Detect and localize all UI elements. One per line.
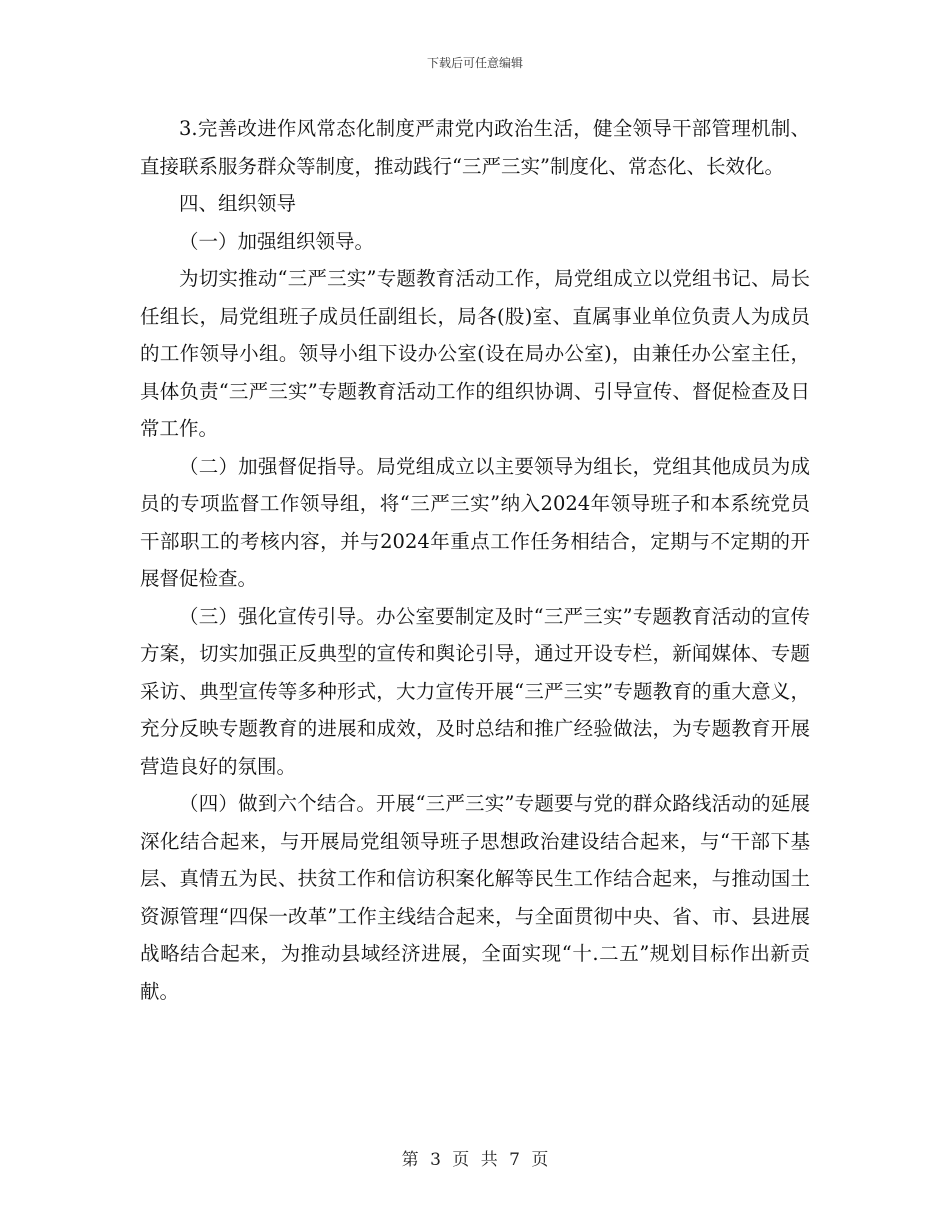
paragraph-leadership-group: 为切实推动“三严三实”专题教育活动工作，局党组成立以党组书记、局长任组长，局党组班子成员任副组长，局各(股)室、直属事业单位负责人为成员的工作领导小组。领导小组下设办公室(设在局办公室)，由兼任办公室主任，具体负责“三严三实”专题教育活动工作的组织协调、引导宣传、督促检查及日常工作。 <box>140 267 810 440</box>
paragraph-publicity-guidance: （三）强化宣传引导。办公室要制定及时“三严三实”专题教育活动的宣传方案，切实加强正反典型的宣传和舆论引导，通过开设专栏，新闻媒体、专题采访、典型宣传等多种形式，大力宣传开展“三严三实”专题教育的重大意义，充分反映专题教育的进展和成效，及时总结和推广经验做法，为专题教育开展营造良好的氛围。 <box>140 604 810 778</box>
page-number: 第 3 页 共 7 页 <box>401 1150 549 1170</box>
page-header-note: 下载后可任意编辑 <box>426 56 523 70</box>
document-body <box>140 110 810 1010</box>
paragraph-work-style-system: 3.完善改进作风常态化制度严肃党内政治生活，健全领导干部管理机制、直接联系服务群众等制度，推动践行“三严三实”制度化、常态化、长效化。 <box>140 117 810 178</box>
section-heading-organization: 四、组织领导 <box>179 192 297 215</box>
subheading-strengthen-leadership: （一）加强组织领导。 <box>179 229 375 253</box>
paragraph-six-combinations: （四）做到六个结合。开展“三严三实”专题要与党的群众路线活动的延展深化结合起来，与开展局党组领导班子思想政治建设结合起来，与“干部下基层、真情五为民、扶贫工作和信访积案化解等民生工作结合起来，与推动国土资源管理“四保一改革”工作主线结合起来，与全面贯彻中央、省、市、县进展战略结合起来，为推动县域经济进展，全面实现“十.二五”规划目标作出新贡献。 <box>140 792 810 1003</box>
paragraph-supervision-guidance: （二）加强督促指导。局党组成立以主要领导为组长，党组其他成员为成员的专项监督工作领导组，将“三严三实”纳入2024年领导班子和本系统党员干部职工的考核内容，并与2024年重点工作任务相结合，定期与不定期的开展督促检查。 <box>140 454 810 590</box>
